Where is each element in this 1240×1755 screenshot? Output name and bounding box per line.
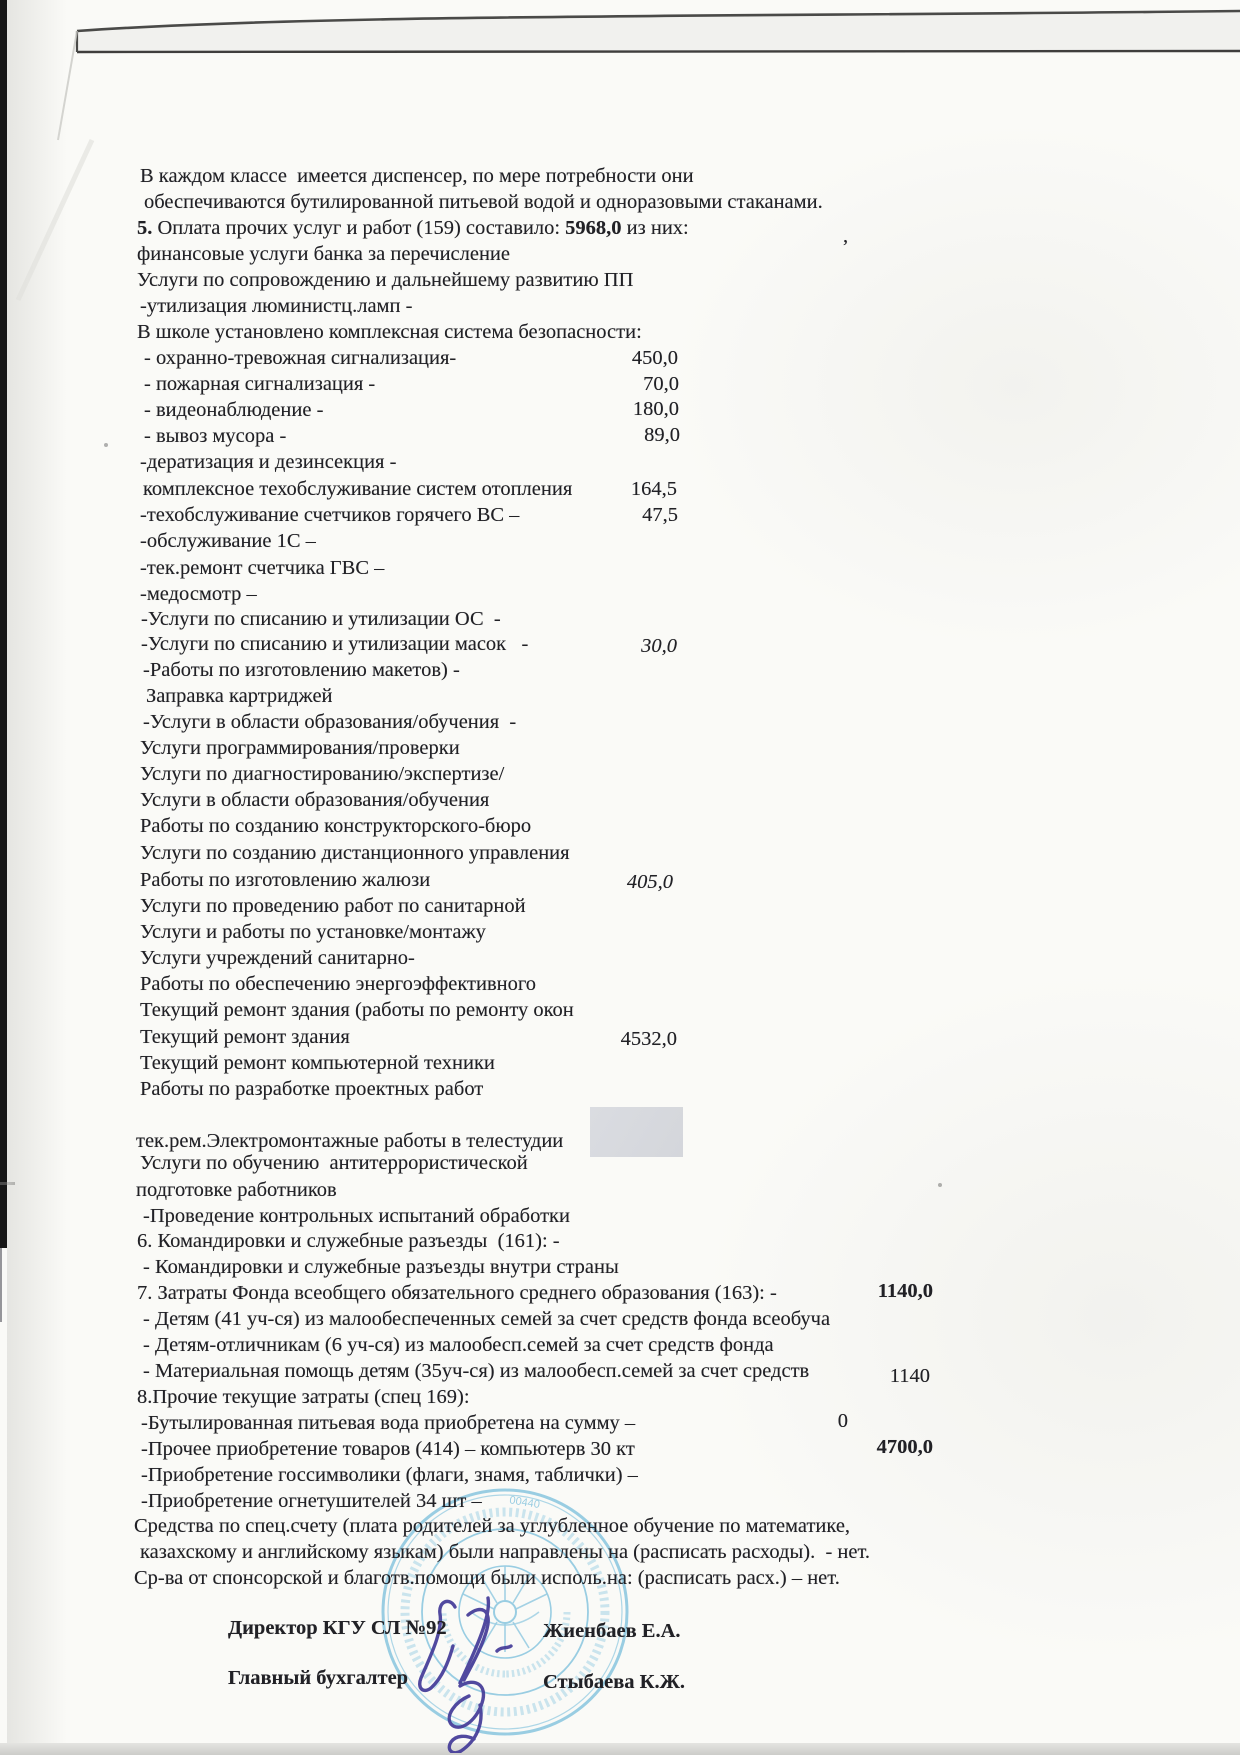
document-line: - Материальная помощь детям (35уч-ся) из малообесп.семей за счет средств	[143, 1360, 810, 1382]
document-line: -Прочее приобретение товаров (414) – компьютерв 30 кт	[141, 1438, 635, 1460]
amount-value: 4532,0	[620, 1028, 677, 1050]
document-line: -обслуживание 1С –	[140, 530, 316, 552]
document-line: -Услуги по списанию и утилизации масок -	[141, 633, 529, 655]
document-line: 8.Прочие текущие затраты (спец 169):	[137, 1386, 470, 1408]
document-line: ,	[843, 225, 849, 247]
document-line: Жиенбаев Е.А.	[543, 1620, 681, 1642]
document-line: Директор КГУ СЛ №92	[228, 1617, 447, 1639]
scan-top-edge	[0, 0, 1240, 150]
amount-value: 1140,0	[877, 1280, 933, 1302]
document-line: -Приобретение огнетушителей 34 шт –	[141, 1490, 482, 1512]
scan-left-shade	[7, 0, 67, 1755]
document-line: -техобслуживание счетчиков горячего ВС –	[140, 504, 520, 526]
document-line: - видеонаблюдение -	[144, 399, 324, 421]
amount-value: 0	[837, 1410, 848, 1432]
document-line: -медосмотр –	[140, 583, 257, 605]
amount-value: 89,0	[644, 424, 680, 446]
document-line: 7. Затраты Фонда всеобщего обязательного среднего образования (163): -	[137, 1282, 777, 1304]
document-line: Текущий ремонт компьютерной техники	[140, 1052, 495, 1074]
amount-value: 70,0	[643, 373, 679, 395]
amount-value: 1140	[889, 1365, 930, 1387]
document-line: Услуги и работы по установке/монтажу	[140, 921, 486, 943]
document-line: -Услуги в области образования/обучения -	[143, 711, 517, 733]
document-line: -Бутылированная питьевая вода приобретена на сумму –	[141, 1412, 636, 1434]
document-line: 6. Командировки и служебные разъезды (161): -	[137, 1230, 560, 1252]
document-line: Услуги программирования/проверки	[140, 737, 460, 759]
scan-left-bar	[0, 0, 7, 1248]
handwritten-signature	[398, 1583, 533, 1753]
document-line: Услуги по диагностированию/экспертизе/	[140, 763, 505, 785]
document-line: Услуги в области образования/обучения	[140, 789, 490, 811]
document-line: финансовые услуги банка за перечисление	[137, 243, 511, 265]
document-line: -Услуги по списанию и утилизации ОС -	[141, 608, 501, 630]
document-line: обеспечиваются бутилированной питьевой водой и одноразовыми стаканами.	[144, 191, 823, 213]
document-line: казахскому и английскому языкам) были направлены на (расписать расходы). - нет.	[140, 1541, 871, 1563]
document-line: В школе установлено комплексная система безопасности:	[137, 321, 642, 343]
document-line: подготовке работников	[136, 1179, 337, 1201]
document-line: Ср-ва от спонсорской и благотв.помощи были исполь.на: (расписать расх.) – нет.	[134, 1567, 840, 1589]
document-line: - Командировки и служебные разъезды внутри страны	[143, 1256, 619, 1278]
scan-bottom-edge	[0, 1743, 1240, 1755]
document-line: Заправка картриджей	[146, 685, 333, 707]
amount-value: 405,0	[626, 871, 673, 893]
document-line: Услуги по обучению антитеррористической	[140, 1152, 528, 1174]
document-line: Услуги по сопровождению и дальнейшему развитию ПП	[137, 269, 634, 291]
redaction-patch	[590, 1107, 683, 1157]
document-line: тек.рем.Электромонтажные работы в телестудии	[136, 1130, 564, 1152]
document-line: -тек.ремонт счетчика ГВС –	[140, 557, 385, 579]
document-line: Услуги по созданию дистанционного управления	[140, 842, 570, 864]
document-line: - Детям-отличникам (6 уч-ся) из малообесп.семей за счет средств фонда	[143, 1334, 774, 1356]
document-line: Работы по разработке проектных работ	[140, 1078, 484, 1100]
document-line: -Проведение контрольных испытаний обработки	[143, 1205, 570, 1227]
document-line: Работы по созданию конструкторского-бюро	[140, 815, 532, 837]
document-line: -дератизация и дезинсекция -	[140, 451, 397, 473]
document-line: Услуги по проведению работ по санитарной	[140, 895, 526, 917]
document-line: комплексное техобслуживание систем отопления	[143, 478, 573, 500]
document-line: Текущий ремонт здания	[140, 1026, 350, 1048]
amount-value: 4700,0	[876, 1436, 933, 1458]
stamp-digits: 00440	[508, 1494, 541, 1512]
document-line: -Приобретение госсимволики (флаги, знамя, таблички) –	[141, 1464, 638, 1486]
document-line: В каждом классе имеется диспенсер, по мере потребности они	[140, 165, 694, 187]
document-line: Текущий ремонт здания (работы по ремонту окон	[140, 999, 574, 1021]
document-line: - вывоз мусора -	[144, 425, 287, 447]
document-line: -Работы по изготовлению макетов) -	[143, 659, 460, 681]
amount-value: 47,5	[642, 504, 678, 526]
document-line: Главный бухгалтер	[228, 1667, 409, 1689]
document-line: - пожарная сигнализация -	[144, 373, 376, 395]
amount-value: 30,0	[641, 635, 677, 657]
document-line: Стыбаева К.Ж.	[543, 1671, 686, 1693]
amount-value: 180,0	[632, 398, 679, 420]
scan-left-bar-tail	[0, 1248, 2, 1322]
document-line: - охранно-тревожная сигнализация-	[144, 347, 457, 369]
scan-speck	[938, 1183, 942, 1187]
document-line: -утилизация люминистц.ламп -	[140, 295, 413, 317]
document-line: Услуги учреждений санитарно-	[140, 947, 415, 969]
document-line: 5. Оплата прочих услуг и работ (159) составило: 5968,0 из них:	[137, 217, 689, 239]
document-line: Работы по изготовлению жалюзи	[140, 869, 431, 891]
amount-value: 450,0	[631, 347, 678, 369]
document-line: Средства по спец.счету (плата родителей за углубленное обучение по математике,	[134, 1515, 851, 1537]
document-line: Работы по обеспечению энергоэффективного	[140, 973, 536, 995]
document-line: - Детям (41 уч-ся) из малообеспеченных семей за счет средств фонда всеобуча	[143, 1308, 831, 1330]
amount-value: 164,5	[630, 478, 677, 500]
scan-speck	[104, 443, 108, 447]
